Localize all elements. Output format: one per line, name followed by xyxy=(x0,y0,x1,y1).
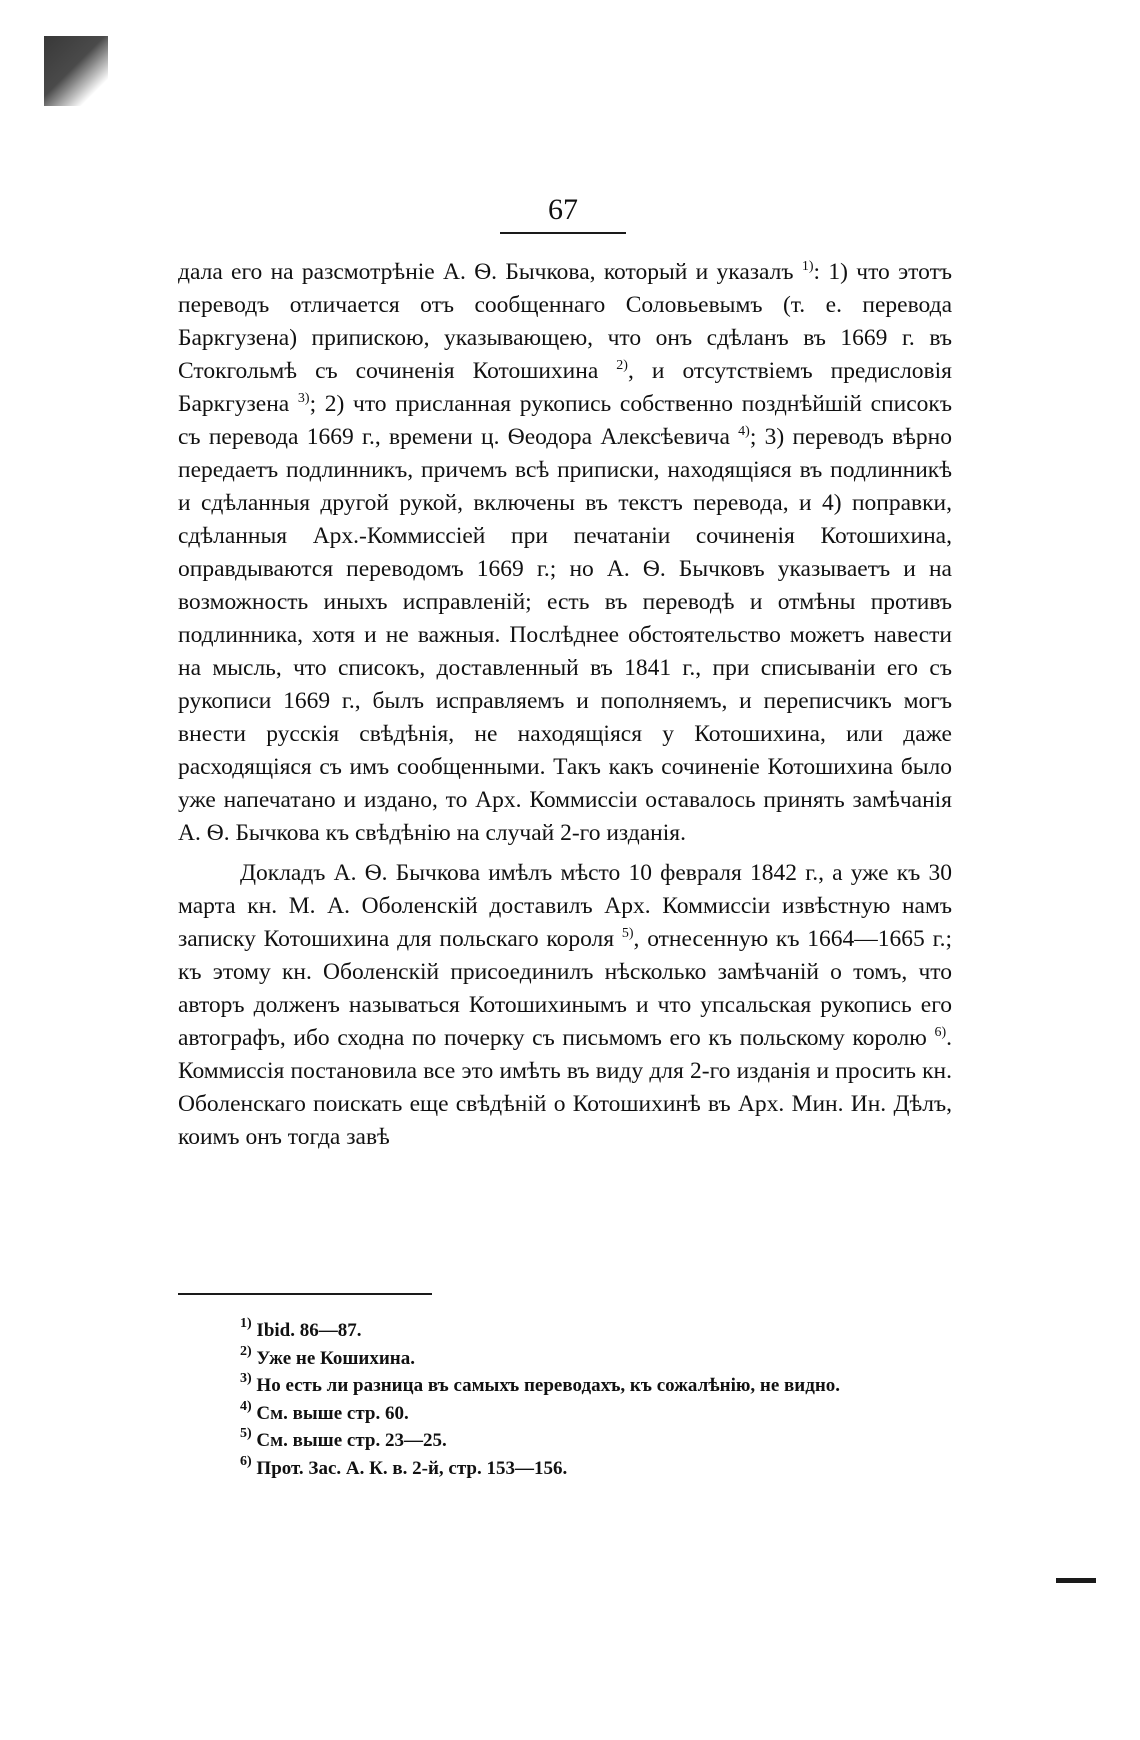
text-run: : 1) что этотъ переводъ отличается отъ сообщеннаго Соловьевымъ (т. е. перевода Баркгузена) припискою, указывающею, что онъ сдѣланъ въ 1669 г. въ Стокгольмѣ съ сочиненія Котошихина xyxy=(178,259,952,384)
page-number: 67 xyxy=(548,193,578,226)
footnote-text: Ibid. 86—87. xyxy=(256,1320,362,1341)
footnote-ref-2: 2) xyxy=(616,358,628,373)
footnote-text: Прот. Зас. А. К. в. 2-й, стр. 153—156. xyxy=(256,1457,568,1479)
footnote-ref-1: 1) xyxy=(801,259,814,274)
footnote-2 xyxy=(178,1345,952,1373)
text-run: , отнесенную къ 1664—1665 г.; къ этому кн. Оболенскій присоединилъ нѣсколько замѣчаній о томъ, что авторъ долженъ называться Котошихинымъ и что упсальская рукопись его автографъ, ибо сходна по почерку съ письмомъ его къ польскому королю xyxy=(178,926,952,1051)
footnote-1 xyxy=(178,1317,952,1345)
footnote-mark: 6) xyxy=(240,1453,252,1469)
footnote-ref-4: 4) xyxy=(738,424,750,439)
text-run: . Коммиссія постановила все это имѣть въ виду для 2-го изданія и просить кн. Оболенскаго поискать еще свѣдѣній о Котошихинѣ въ Арх. Мин. Ин. Дѣлъ, коимъ онъ тогда завѣ xyxy=(178,1025,952,1150)
footnote-text: См. выше стр. 60. xyxy=(256,1402,409,1424)
footnote-text: Уже не Кошихина. xyxy=(256,1347,415,1369)
scan-artifact-right-dash xyxy=(1056,1578,1096,1583)
footnote-6 xyxy=(178,1455,952,1483)
footnote-5 xyxy=(178,1427,952,1455)
text-run: ; 3) переводъ вѣрно передаетъ подлинникъ, причемъ всѣ приписки, находящіяся въ подлинникѣ и сдѣланныя другой рукой, включены въ текстъ перевода, и 4) поправки, сдѣланныя Арх.-Коммиссіей при печатаніи сочиненія Котошихина, оправдываются переводомъ 1669 г.; но А. Ѳ. Бычковъ указываетъ и на возможность иныхъ исправленій; есть въ переводѣ и отмѣны противъ подлинника, хотя и не важныя. Послѣднее обстоятельство можетъ навести на мысль, что списокъ, доставленный въ 1841 г., при списываніи его съ рукописи 1669 г., былъ исправляемъ и пополняемъ, и переписчикъ могъ внести русскія свѣдѣнія, не находящіяся у Котошихина, или даже расходящіяся съ имъ сообщенными. Такъ какъ сочиненіе Котошихина было уже напечатано и издано, то Арх. Коммиссіи оставалось принять замѣчанія А. Ѳ. Бычкова къ свѣдѣнію на случай 2-го изданія. xyxy=(178,424,952,846)
footnote-separator xyxy=(178,1293,432,1295)
footnote-text: Но есть ли разница въ самыхъ переводахъ, къ сожалѣнію, не видно. xyxy=(256,1375,841,1396)
scan-artifact-top-left xyxy=(44,36,108,106)
footnote-4 xyxy=(178,1400,952,1428)
footnote-mark: 4) xyxy=(240,1398,252,1414)
footnote-text: См. выше стр. 23—25. xyxy=(256,1430,447,1451)
text-run: , и отсутствіемъ предисловія Баркгузена xyxy=(178,358,952,417)
text-run: дала его на разсмотрѣніе А. Ѳ. Бычкова, который и указалъ xyxy=(178,259,802,285)
footnote-mark: 1) xyxy=(240,1316,252,1331)
footnotes xyxy=(178,1317,952,1482)
text-run: Докладъ А. Ѳ. Бычкова имѣлъ мѣсто 10 февраля 1842 г., а уже къ 30 марта кн. М. А. Оболенскій доставилъ Арх. Коммиссіи извѣстную намъ записку Котошихина для польскаго короля xyxy=(178,860,952,952)
footnote-3 xyxy=(178,1372,952,1400)
footnote-mark: 5) xyxy=(240,1426,252,1441)
body-text xyxy=(178,256,952,1154)
page-number-rule xyxy=(500,232,626,234)
footnote-mark: 2) xyxy=(240,1343,252,1359)
footnote-mark: 3) xyxy=(240,1371,252,1386)
footnote-ref-3: 3) xyxy=(297,391,310,406)
paragraph-1 xyxy=(178,256,952,850)
paragraph-2 xyxy=(178,857,952,1154)
footnote-ref-6: 6) xyxy=(934,1025,947,1040)
text-run: ; 2) что присланная рукопись собственно позднѣйшій списокъ съ перевода 1669 г., времени ц. Ѳеодора Алексѣевича xyxy=(178,391,953,450)
footnote-ref-5: 5) xyxy=(621,926,634,941)
